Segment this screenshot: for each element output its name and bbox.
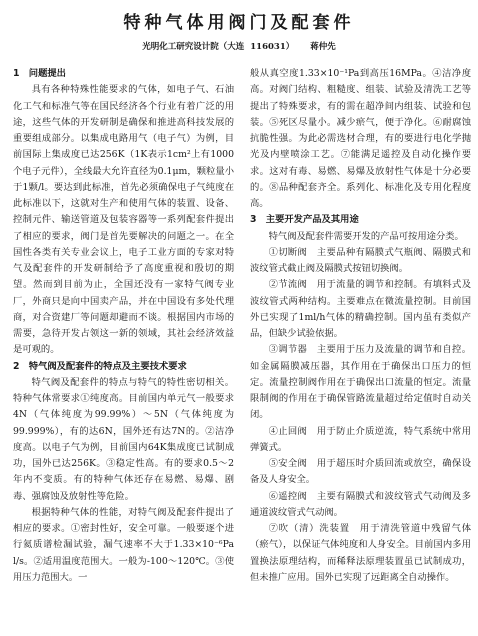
continued-paragraph: 般从真空度1.33×10⁻¹Pa到高压16MPa。④洁净度高。对阀门结构、粗糙度、组装、试验及清洗工艺等提出了特殊要求，有的需在超净间内组装、试验和包装。⑤死区尽量小。减少瘀气，便于净化。⑥耐腐蚀抗脆性强。为此必需选材合理，有的要进行电化学抛光及内壁喷涂工艺。⑦能满足遥控及自动化操作要求。这对有毒、易燃、易爆及放射性气体是十分必要的。⑧品种配套齐全。系列化、标准化及专用化程度高。 <box>250 68 471 209</box>
list-item-purge-device: ⑦吹（清）洗装置 用于清洗管道中残留气体（瘀气），以保证气体纯度和人身安全。目前国内多用置换法原理结构，而稀释法原理装置虽已试制成功，但未推广应用。国外已实现了远距离全自动操作。 <box>250 523 471 583</box>
section-2-paragraph-1: 特气阀及配套件的特点与特气的特性密切相关。特种气体常要求①纯度高。目前国内单元气一般要求4N（气体纯度为99.99%）～5N（气体纯度为99.999%），有的达6N，国外还有达7N的。②洁净度高。以电子气为例，目前国内64K集成度已试制成功，国外已达256K。③稳定性高。有的要求0.5～2年内不变质。有的特种气体还存在易燃、易爆、剧毒、强腐蚀及放射性等危险。 <box>13 376 234 502</box>
list-item-remote-valve: ⑥遥控阀 主要有隔膜式和波纹管式气动阀及多通道波纹管式气动阀。 <box>250 490 471 518</box>
list-item-safety-valve: ⑤安全阀 用于超压时介质回流或放空，确保设备及人身安全。 <box>250 458 471 486</box>
list-item-shutoff-valve: ①切断阀 主要品种有隔膜式气瓶阀、隔膜式和波纹管式截止阀及隔膜式按钮切换阀。 <box>250 246 471 274</box>
institute-name: 光明化工研究设计院（大连 <box>142 42 245 52</box>
section-2-paragraph-2: 根据特种气体的性能，对特气阀及配套件提出了相应的要求。①密封性好，安全可靠。一般要逐个进行氦质谱检漏试验，漏气速率不大于1.33×10⁻⁶Pa l/s。②适用温度范围大。一般为-100～120℃。③使用压力范围大。一 <box>13 506 234 583</box>
section-3-intro: 特气阀及配套件需要开发的产品可按用途分类。 <box>268 230 464 242</box>
left-column <box>13 66 234 586</box>
section-1-paragraph: 具有各种特殊性能要求的气体，如电子气、石油化工气和标准气等在国民经济各个行业有着广泛的用途，这些气体的开发研制是确保和推进高科技发展的重要组成部分。以集成电路用气（电子气）为例，目前国际上集成度已达256K（1K表示1cm²上有1000个电子元件），全线最大允许直径为0.1μm，颗粒量小于1颗/l。要达到此标准，首先必须确保电子气纯度在此标准以下，这就对生产和使用气体的装置、设备、控制元件、输送管道及包装容器等一系列配套件提出了相应的要求，阀门是首先要解决的问题之一。在全国性各类有关专业会议上，电子工业方面的专家对特气及配套件的开发研制给予了高度重视和殷切的期望。然而到目前为止，全国还没有一家特气阀专业厂，外商只是向中国卖产品，并在中国设有多处代理商，对合资建厂等问题却避而不谈。根据国内市场的需要，急待开发占领这一新的领域，其社会经济效益是可观的。 <box>13 84 234 356</box>
section-2-heading: 2 特气阀及配套件的特点及主要技术要求 <box>13 360 187 372</box>
postcode: 116031） <box>250 42 295 52</box>
section-3-heading: 3 主要开发产品及其用途 <box>250 214 359 226</box>
paper-title: 特种气体用阀门及配套件 <box>123 13 355 33</box>
author-name: 蒋仲先 <box>310 42 336 52</box>
section-1-heading: 1 问题提出 <box>13 68 66 79</box>
list-item-throttle-valve: ②节流阀 用于流量的调节和控制。有填料式及波纹管式两种结构。主要难点在微流量控制。目前国外已实现了1ml/h气体的精确控制。国内虽有类似产品，但缺少试验依据。 <box>250 279 471 339</box>
list-item-regulator: ③调节器 主要用于压力及流量的调节和自控。如金属隔膜减压器，其作用在于确保出口压力的恒定。流量控制阀作用在于确保出口流量的恒定。流量限制阀的作用在于确保管路流量超过给定值时自动关闭。 <box>250 344 471 421</box>
right-column <box>250 66 471 586</box>
affiliation-line <box>0 40 478 52</box>
list-item-check-valve: ④止回阀 用于防止介质逆流，特气系统中常用弹簧式。 <box>250 425 471 453</box>
